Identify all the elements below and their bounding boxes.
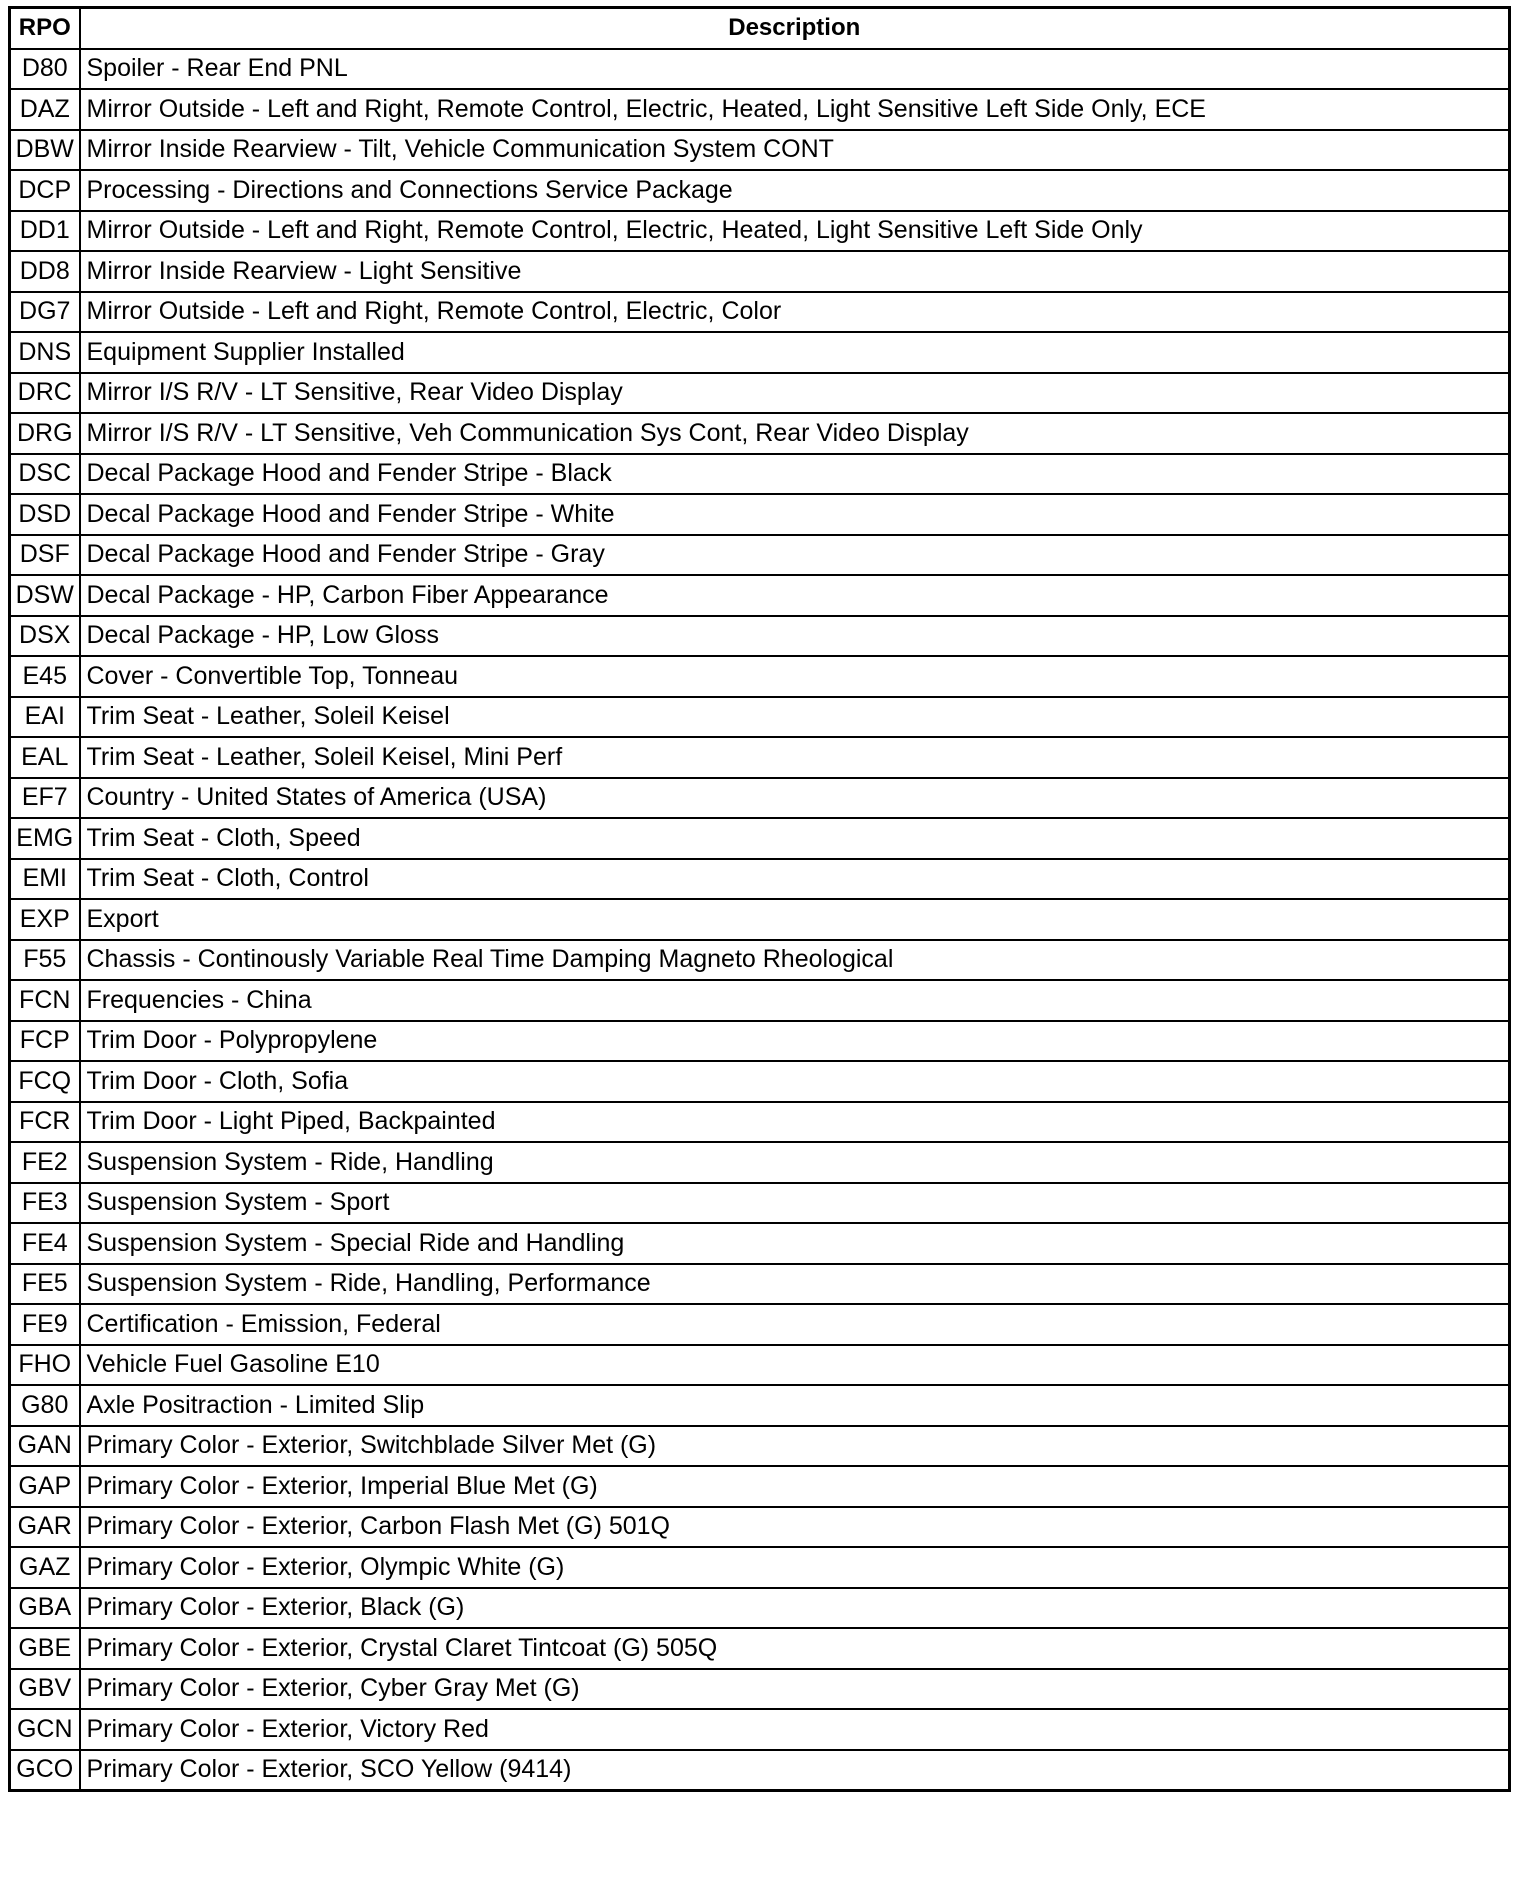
table-row [10,454,1510,495]
description-cell: Decal Package Hood and Fender Stripe - Black [80,454,1510,495]
description-cell: Cover - Convertible Top, Tonneau [80,656,1510,697]
rpo-code-cell: E45 [10,656,80,697]
rpo-code-cell: GBE [10,1628,80,1669]
table-row [10,292,1510,333]
description-cell: Export [80,899,1510,940]
description-cell: Certification - Emission, Federal [80,1304,1510,1345]
rpo-code-cell: DNS [10,332,80,373]
rpo-code-cell: DD8 [10,251,80,292]
description-cell: Decal Package Hood and Fender Stripe - Gray [80,535,1510,576]
table-row [10,170,1510,211]
rpo-code-cell: EMG [10,818,80,859]
rpo-code-cell: DD1 [10,211,80,252]
table-row [10,616,1510,657]
table-row [10,1628,1510,1669]
description-cell: Country - United States of America (USA) [80,778,1510,819]
description-cell: Processing - Directions and Connections Service Package [80,170,1510,211]
table-row [10,1709,1510,1750]
rpo-code-cell: FE9 [10,1304,80,1345]
table-row [10,1385,1510,1426]
rpo-code-cell: EXP [10,899,80,940]
table-row [10,656,1510,697]
table-row [10,1021,1510,1062]
table-row [10,1750,1510,1791]
rpo-table [8,6,1511,1792]
description-cell: Primary Color - Exterior, Carbon Flash Met (G) 501Q [80,1507,1510,1548]
rpo-code-cell: FCQ [10,1061,80,1102]
description-cell: Primary Color - Exterior, Black (G) [80,1588,1510,1629]
table-row [10,1304,1510,1345]
table-row [10,859,1510,900]
table-row [10,1142,1510,1183]
rpo-code-cell: GBA [10,1588,80,1629]
table-row [10,818,1510,859]
description-cell: Trim Seat - Leather, Soleil Keisel [80,697,1510,738]
description-cell: Mirror Outside - Left and Right, Remote Control, Electric, Heated, Light Sensitive Left Side Only, ECE [80,89,1510,130]
rpo-code-cell: FHO [10,1345,80,1386]
table-row [10,980,1510,1021]
column-header-rpo: RPO [10,8,80,49]
rpo-code-cell: G80 [10,1385,80,1426]
description-cell: Primary Color - Exterior, Cyber Gray Met (G) [80,1669,1510,1710]
rpo-code-cell: EAL [10,737,80,778]
table-row [10,1507,1510,1548]
rpo-code-cell: FCN [10,980,80,1021]
rpo-code-cell: DSC [10,454,80,495]
table-row [10,1223,1510,1264]
rpo-code-cell: GAN [10,1426,80,1467]
rpo-code-cell: D80 [10,49,80,90]
description-cell: Mirror Outside - Left and Right, Remote Control, Electric, Color [80,292,1510,333]
description-cell: Mirror I/S R/V - LT Sensitive, Veh Communication Sys Cont, Rear Video Display [80,413,1510,454]
table-row [10,1102,1510,1143]
rpo-code-cell: EMI [10,859,80,900]
rpo-code-cell: GBV [10,1669,80,1710]
description-cell: Suspension System - Special Ride and Handling [80,1223,1510,1264]
table-row [10,332,1510,373]
description-cell: Vehicle Fuel Gasoline E10 [80,1345,1510,1386]
description-cell: Trim Door - Light Piped, Backpainted [80,1102,1510,1143]
description-cell: Frequencies - China [80,980,1510,1021]
description-cell: Spoiler - Rear End PNL [80,49,1510,90]
description-cell: Trim Door - Polypropylene [80,1021,1510,1062]
description-cell: Equipment Supplier Installed [80,332,1510,373]
description-cell: Primary Color - Exterior, Victory Red [80,1709,1510,1750]
rpo-code-cell: FE3 [10,1183,80,1224]
table-row [10,575,1510,616]
rpo-code-cell: DSF [10,535,80,576]
table-row [10,1264,1510,1305]
table-row [10,130,1510,171]
description-cell: Primary Color - Exterior, Crystal Claret Tintcoat (G) 505Q [80,1628,1510,1669]
rpo-code-cell: EF7 [10,778,80,819]
table-row [10,940,1510,981]
table-row [10,1345,1510,1386]
rpo-code-cell: DCP [10,170,80,211]
rpo-code-cell: FE4 [10,1223,80,1264]
table-row [10,413,1510,454]
table-row [10,494,1510,535]
description-cell: Axle Positraction - Limited Slip [80,1385,1510,1426]
table-row [10,1466,1510,1507]
description-cell: Mirror I/S R/V - LT Sensitive, Rear Video Display [80,373,1510,414]
table-row [10,1547,1510,1588]
description-cell: Chassis - Continously Variable Real Time Damping Magneto Rheological [80,940,1510,981]
description-cell: Mirror Inside Rearview - Light Sensitive [80,251,1510,292]
rpo-code-cell: DRG [10,413,80,454]
table-body [10,49,1510,1791]
rpo-code-cell: GAP [10,1466,80,1507]
description-cell: Primary Color - Exterior, Switchblade Silver Met (G) [80,1426,1510,1467]
description-cell: Primary Color - Exterior, Imperial Blue Met (G) [80,1466,1510,1507]
rpo-code-cell: GAR [10,1507,80,1548]
table-row [10,251,1510,292]
description-cell: Primary Color - Exterior, SCO Yellow (9414) [80,1750,1510,1791]
description-cell: Trim Door - Cloth, Sofia [80,1061,1510,1102]
rpo-code-cell: EAI [10,697,80,738]
rpo-code-cell: F55 [10,940,80,981]
table-row [10,778,1510,819]
description-cell: Decal Package - HP, Carbon Fiber Appearance [80,575,1510,616]
table-row [10,1669,1510,1710]
description-cell: Suspension System - Ride, Handling, Performance [80,1264,1510,1305]
column-header-description: Description [80,8,1510,49]
table-row [10,737,1510,778]
description-cell: Primary Color - Exterior, Olympic White (G) [80,1547,1510,1588]
rpo-code-cell: DSW [10,575,80,616]
rpo-code-cell: DSX [10,616,80,657]
table-row [10,1183,1510,1224]
description-cell: Decal Package Hood and Fender Stripe - White [80,494,1510,535]
description-cell: Suspension System - Ride, Handling [80,1142,1510,1183]
rpo-code-cell: DAZ [10,89,80,130]
description-cell: Trim Seat - Cloth, Control [80,859,1510,900]
table-row [10,697,1510,738]
table-row [10,899,1510,940]
table-row [10,373,1510,414]
table-header-row [10,8,1510,49]
rpo-code-cell: GCN [10,1709,80,1750]
rpo-code-cell: GCO [10,1750,80,1791]
table-row [10,535,1510,576]
description-cell: Decal Package - HP, Low Gloss [80,616,1510,657]
description-cell: Mirror Outside - Left and Right, Remote Control, Electric, Heated, Light Sensitive Left Side Only [80,211,1510,252]
rpo-code-cell: FCR [10,1102,80,1143]
description-cell: Mirror Inside Rearview - Tilt, Vehicle Communication System CONT [80,130,1510,171]
description-cell: Trim Seat - Leather, Soleil Keisel, Mini Perf [80,737,1510,778]
rpo-code-cell: GAZ [10,1547,80,1588]
table-row [10,1061,1510,1102]
rpo-code-cell: FE2 [10,1142,80,1183]
description-cell: Suspension System - Sport [80,1183,1510,1224]
rpo-code-cell: FCP [10,1021,80,1062]
table-row [10,49,1510,90]
table-row [10,1426,1510,1467]
rpo-code-cell: FE5 [10,1264,80,1305]
rpo-code-cell: DSD [10,494,80,535]
table-row [10,211,1510,252]
rpo-code-cell: DBW [10,130,80,171]
table-row [10,1588,1510,1629]
rpo-code-cell: DG7 [10,292,80,333]
description-cell: Trim Seat - Cloth, Speed [80,818,1510,859]
rpo-code-cell: DRC [10,373,80,414]
table-row [10,89,1510,130]
